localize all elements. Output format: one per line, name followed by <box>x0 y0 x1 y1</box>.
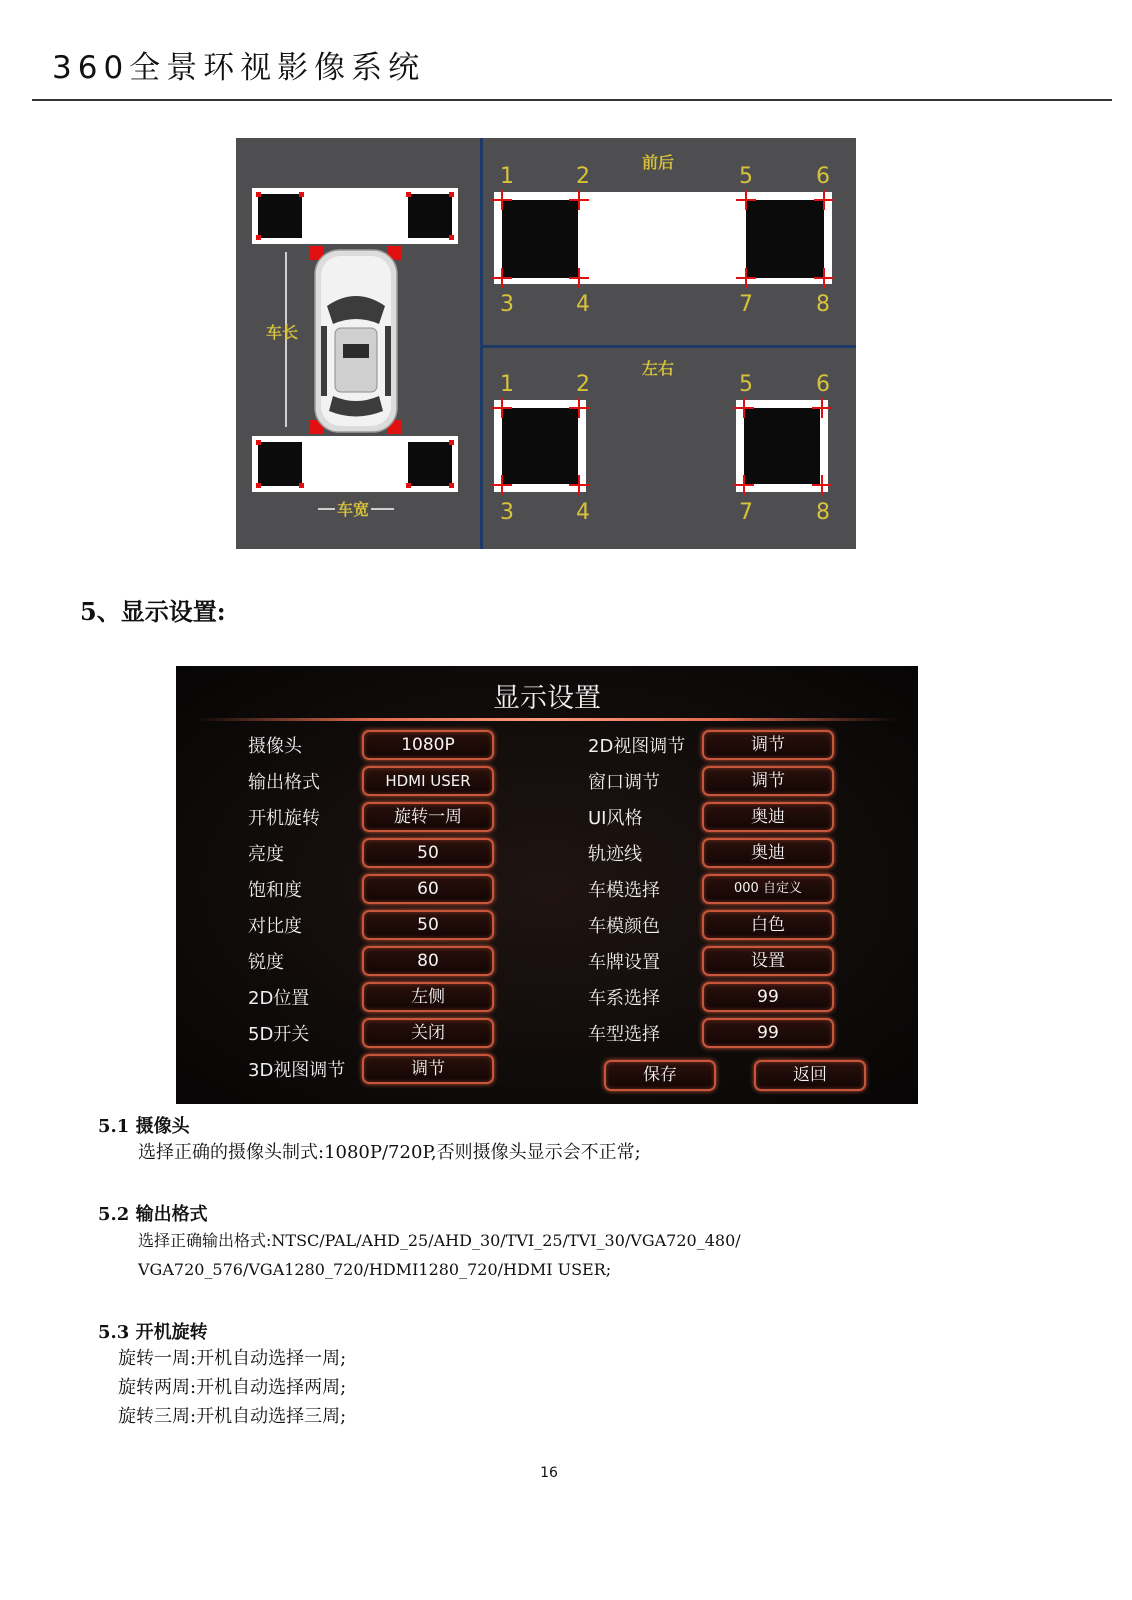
marker-cross <box>812 475 832 495</box>
boot-rotation-value-button[interactable]: 旋转一周 <box>362 802 494 832</box>
camera-value-button[interactable]: 1080P <box>362 730 494 760</box>
marker-dot <box>406 192 411 197</box>
car-width-label: 车宽 <box>335 497 371 520</box>
calibration-square <box>408 194 452 238</box>
car-color-value-button[interactable]: 白色 <box>702 910 834 940</box>
back-button[interactable]: 返回 <box>754 1060 866 1091</box>
setting-label-brightness: 亮度 <box>248 844 284 865</box>
point-number: 2 <box>576 164 590 189</box>
marker-cross <box>492 190 512 210</box>
marker-dot <box>299 192 304 197</box>
left-right-label: 左右 <box>642 359 675 378</box>
marker-cross <box>492 268 512 288</box>
marker-cross <box>736 190 756 210</box>
setting-label-5d-switch: 5D开关 <box>248 1024 310 1045</box>
point-number: 1 <box>500 372 514 397</box>
point-number: 3 <box>500 500 514 525</box>
setting-label-trajectory: 轨迹线 <box>588 844 642 865</box>
paragraph-line: 旋转两周:开机自动选择两周; <box>118 1377 347 1398</box>
calibration-square <box>502 200 578 278</box>
panel-title: 显示设置 <box>493 683 601 714</box>
marker-cross <box>569 268 589 288</box>
calibration-square <box>744 408 820 484</box>
2d-position-value-button[interactable]: 左侧 <box>362 982 494 1012</box>
point-number: 4 <box>576 500 590 525</box>
header-rule <box>32 99 1112 101</box>
car-lane <box>316 436 396 492</box>
point-number: 7 <box>739 292 753 317</box>
setting-label-2d-view-adjust: 2D视图调节 <box>588 736 686 757</box>
page-number: 16 <box>540 1465 558 1481</box>
car-top-view-icon <box>307 246 405 436</box>
setting-label-car-model: 车模选择 <box>588 880 660 901</box>
marker-dot <box>299 483 304 488</box>
setting-label-saturation: 饱和度 <box>248 880 302 901</box>
setting-label-ui-style: UI风格 <box>588 808 643 829</box>
window-adjust-button[interactable]: 调节 <box>702 766 834 796</box>
point-number: 1 <box>500 164 514 189</box>
saturation-value-button[interactable]: 60 <box>362 874 494 904</box>
point-number: 8 <box>816 292 830 317</box>
marker-dot <box>406 483 411 488</box>
save-button[interactable]: 保存 <box>604 1060 716 1091</box>
setting-label-2d-position: 2D位置 <box>248 988 310 1009</box>
point-number: 6 <box>816 164 830 189</box>
calibration-figure <box>236 138 856 549</box>
subsection-title: 5.3 开机旋转 <box>98 1322 208 1343</box>
marker-dot <box>449 440 454 445</box>
calibration-square <box>258 194 302 238</box>
subsection-title: 5.2 输出格式 <box>98 1204 208 1225</box>
marker-cross <box>736 268 756 288</box>
page-header-title: 360全景环视影像系统 <box>52 50 426 86</box>
setting-label-3d-view-adjust: 3D视图调节 <box>248 1060 346 1081</box>
divider-vertical <box>480 138 483 549</box>
point-number: 6 <box>816 372 830 397</box>
paragraph-line: 旋转三周:开机自动选择三周; <box>118 1406 347 1427</box>
car-series-value-button[interactable]: 99 <box>702 982 834 1012</box>
marker-cross <box>814 190 834 210</box>
marker-cross <box>812 398 832 418</box>
marker-dot <box>449 192 454 197</box>
calibration-square <box>408 442 452 486</box>
marker-cross <box>569 475 589 495</box>
setting-label-boot-rotation: 开机旋转 <box>248 808 320 829</box>
point-number: 4 <box>576 292 590 317</box>
setting-label-car-series: 车系选择 <box>588 988 660 1009</box>
point-number: 2 <box>576 372 590 397</box>
marker-dot <box>256 235 261 240</box>
5d-switch-value-button[interactable]: 关闭 <box>362 1018 494 1048</box>
trajectory-value-button[interactable]: 奥迪 <box>702 838 834 868</box>
marker-dot <box>256 483 261 488</box>
calibration-square <box>258 442 302 486</box>
front-rear-label: 前后 <box>642 153 675 172</box>
2d-view-adjust-button[interactable]: 调节 <box>702 730 834 760</box>
plate-settings-button[interactable]: 设置 <box>702 946 834 976</box>
point-number: 5 <box>739 164 753 189</box>
marker-cross <box>814 268 834 288</box>
paragraph-line: VGA720_576/VGA1280_720/HDMI1280_720/HDMI USER; <box>138 1260 612 1279</box>
ui-style-value-button[interactable]: 奥迪 <box>702 802 834 832</box>
car-type-value-button[interactable]: 99 <box>702 1018 834 1048</box>
marker-dot <box>449 483 454 488</box>
car-length-label: 车长 <box>266 323 299 342</box>
point-number: 3 <box>500 292 514 317</box>
paragraph-line: 旋转一周:开机自动选择一周; <box>118 1348 347 1369</box>
display-settings-panel <box>176 666 918 1104</box>
subsection-title: 5.1 摄像头 <box>98 1116 190 1137</box>
setting-label-car-color: 车模颜色 <box>588 916 660 937</box>
marker-dot <box>256 192 261 197</box>
marker-cross <box>492 475 512 495</box>
calibration-square <box>746 200 824 278</box>
setting-label-camera: 摄像头 <box>248 736 302 757</box>
calibration-square <box>502 408 578 484</box>
title-divider <box>196 718 898 721</box>
section-heading: 5、显示设置: <box>80 597 226 626</box>
brightness-value-button[interactable]: 50 <box>362 838 494 868</box>
setting-label-car-type: 车型选择 <box>588 1024 660 1045</box>
setting-label-window-adjust: 窗口调节 <box>588 772 660 793</box>
point-number: 8 <box>816 500 830 525</box>
marker-cross <box>492 398 512 418</box>
marker-cross <box>569 398 589 418</box>
point-number: 7 <box>739 500 753 525</box>
setting-label-plate: 车牌设置 <box>588 952 660 973</box>
setting-label-contrast: 对比度 <box>248 916 302 937</box>
sharpness-value-button[interactable]: 80 <box>362 946 494 976</box>
marker-cross <box>734 475 754 495</box>
marker-cross <box>569 190 589 210</box>
divider-horizontal <box>483 345 856 348</box>
contrast-value-button[interactable]: 50 <box>362 910 494 940</box>
paragraph-line: 选择正确输出格式:NTSC/PAL/AHD_25/AHD_30/TVI_25/TVI_30/VGA720_480/ <box>138 1231 741 1250</box>
point-number: 5 <box>739 372 753 397</box>
setting-label-output-format: 输出格式 <box>248 772 320 793</box>
3d-view-adjust-button[interactable]: 调节 <box>362 1054 494 1084</box>
marker-dot <box>449 235 454 240</box>
car-model-value-button[interactable]: 000 自定义 <box>702 874 834 904</box>
paragraph-line: 选择正确的摄像头制式:1080P/720P,否则摄像头显示会不正常; <box>138 1142 641 1163</box>
output-format-value-button[interactable]: HDMI USER <box>362 766 494 796</box>
setting-label-sharpness: 锐度 <box>248 952 284 973</box>
marker-cross <box>734 398 754 418</box>
marker-dot <box>256 440 261 445</box>
